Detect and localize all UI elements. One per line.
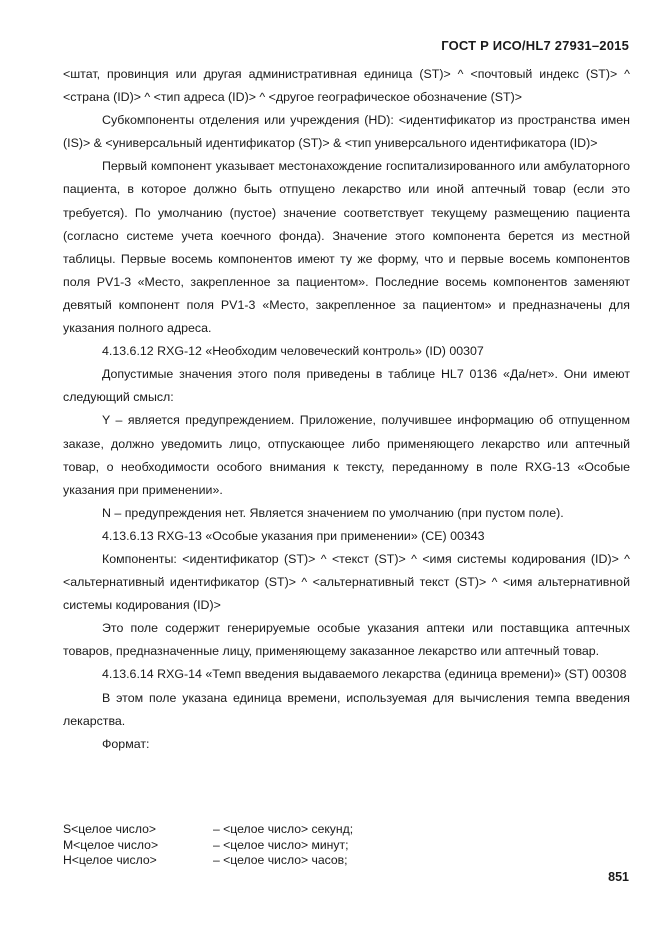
document-body [63, 63, 630, 756]
section-heading: 4.13.6.14 RXG-14 «Темп введения выдаваемого лекарства (единица времени)» (ST) 00308 [102, 667, 627, 682]
page-header: ГОСТ Р ИСО/HL7 27931–2015 [441, 38, 629, 53]
format-code: S<целое число> [63, 822, 157, 836]
paragraph: <штат, провинция или другая административная единица (ST)> ^ <почтовый индекс (ST)> ^ <страна (ID)> ^ <тип адреса (ID)> ^ <другое географическое обозначение (ST)> [63, 67, 630, 105]
paragraph: Y – является предупреждением. Приложение, получившее информацию об отпущенном заказе, должно уведомить лицо, отпускающее либо применяющего лекарство или аптечный товар, о необходимости особого внимания к тексту, переданному в поле RXG-13 «Особые указания при применении». [63, 413, 630, 497]
section-heading: 4.13.6.13 RXG-13 «Особые указания при применении» (CE) 00343 [102, 528, 485, 543]
format-row [63, 853, 623, 869]
format-row [63, 822, 623, 838]
paragraph: Компоненты: <идентификатор (ST)> ^ <текст (ST)> ^ <имя системы кодирования (ID)> ^ <альтернативный идентификатор (ST)> ^ <альтернативный текст (ST)> ^ <имя альтернативной системы кодирования (ID)> [63, 551, 630, 613]
format-meaning: – <целое число> часов; [213, 853, 348, 867]
format-list [63, 822, 623, 869]
paragraph: Формат: [102, 736, 150, 751]
format-meaning: – <целое число> секунд; [213, 822, 354, 836]
format-code: H<целое число> [63, 853, 157, 867]
paragraph: N – предупреждения нет. Является значением по умолчанию (при пустом поле). [102, 505, 564, 520]
paragraph: Это поле содержит генерируемые особые указания аптеки или поставщика аптечных товаров, предназначенные лицу, применяющему заказанное лекарство или аптечный товар. [63, 621, 630, 659]
paragraph: Субкомпоненты отделения или учреждения (HD): <идентификатор из пространства имен (IS)> & <универсальный идентификатор (ST)> & <тип универсального идентификатора (ID)> [63, 113, 630, 151]
paragraph: В этом поле указана единица времени, используемая для вычисления темпа введения лекарства. [63, 690, 630, 728]
paragraph: Первый компонент указывает местонахождение госпитализированного или амбулаторного пациента, в которое должно быть отпущено лекарство или иной аптечный товар (если это требуется). По умолчанию (пустое) значение соответствует текущему размещению пациента (согласно системе учета коечного фонда). Значение этого компонента берется из местной таблицы. Первые восемь компонентов имеют ту же форму, что и первые восемь компонентов поля PV1-3 «Место, закрепленное за пациентом». Последние восемь компонентов заменяют девятый компонент поля PV1-3 «Место, закрепленное за пациентом» и предназначены для указания полного адреса. [63, 159, 630, 336]
format-meaning: – <целое число> минут; [213, 837, 349, 852]
section-heading: 4.13.6.12 RXG-12 «Необходим человеческий контроль» (ID) 00307 [102, 344, 484, 359]
paragraph: Допустимые значения этого поля приведены в таблице HL7 0136 «Да/нет». Они имеют следующий смысл: [63, 367, 630, 405]
page-number: 851 [608, 870, 629, 884]
format-code: M<целое число> [63, 837, 159, 852]
format-row [63, 838, 623, 854]
